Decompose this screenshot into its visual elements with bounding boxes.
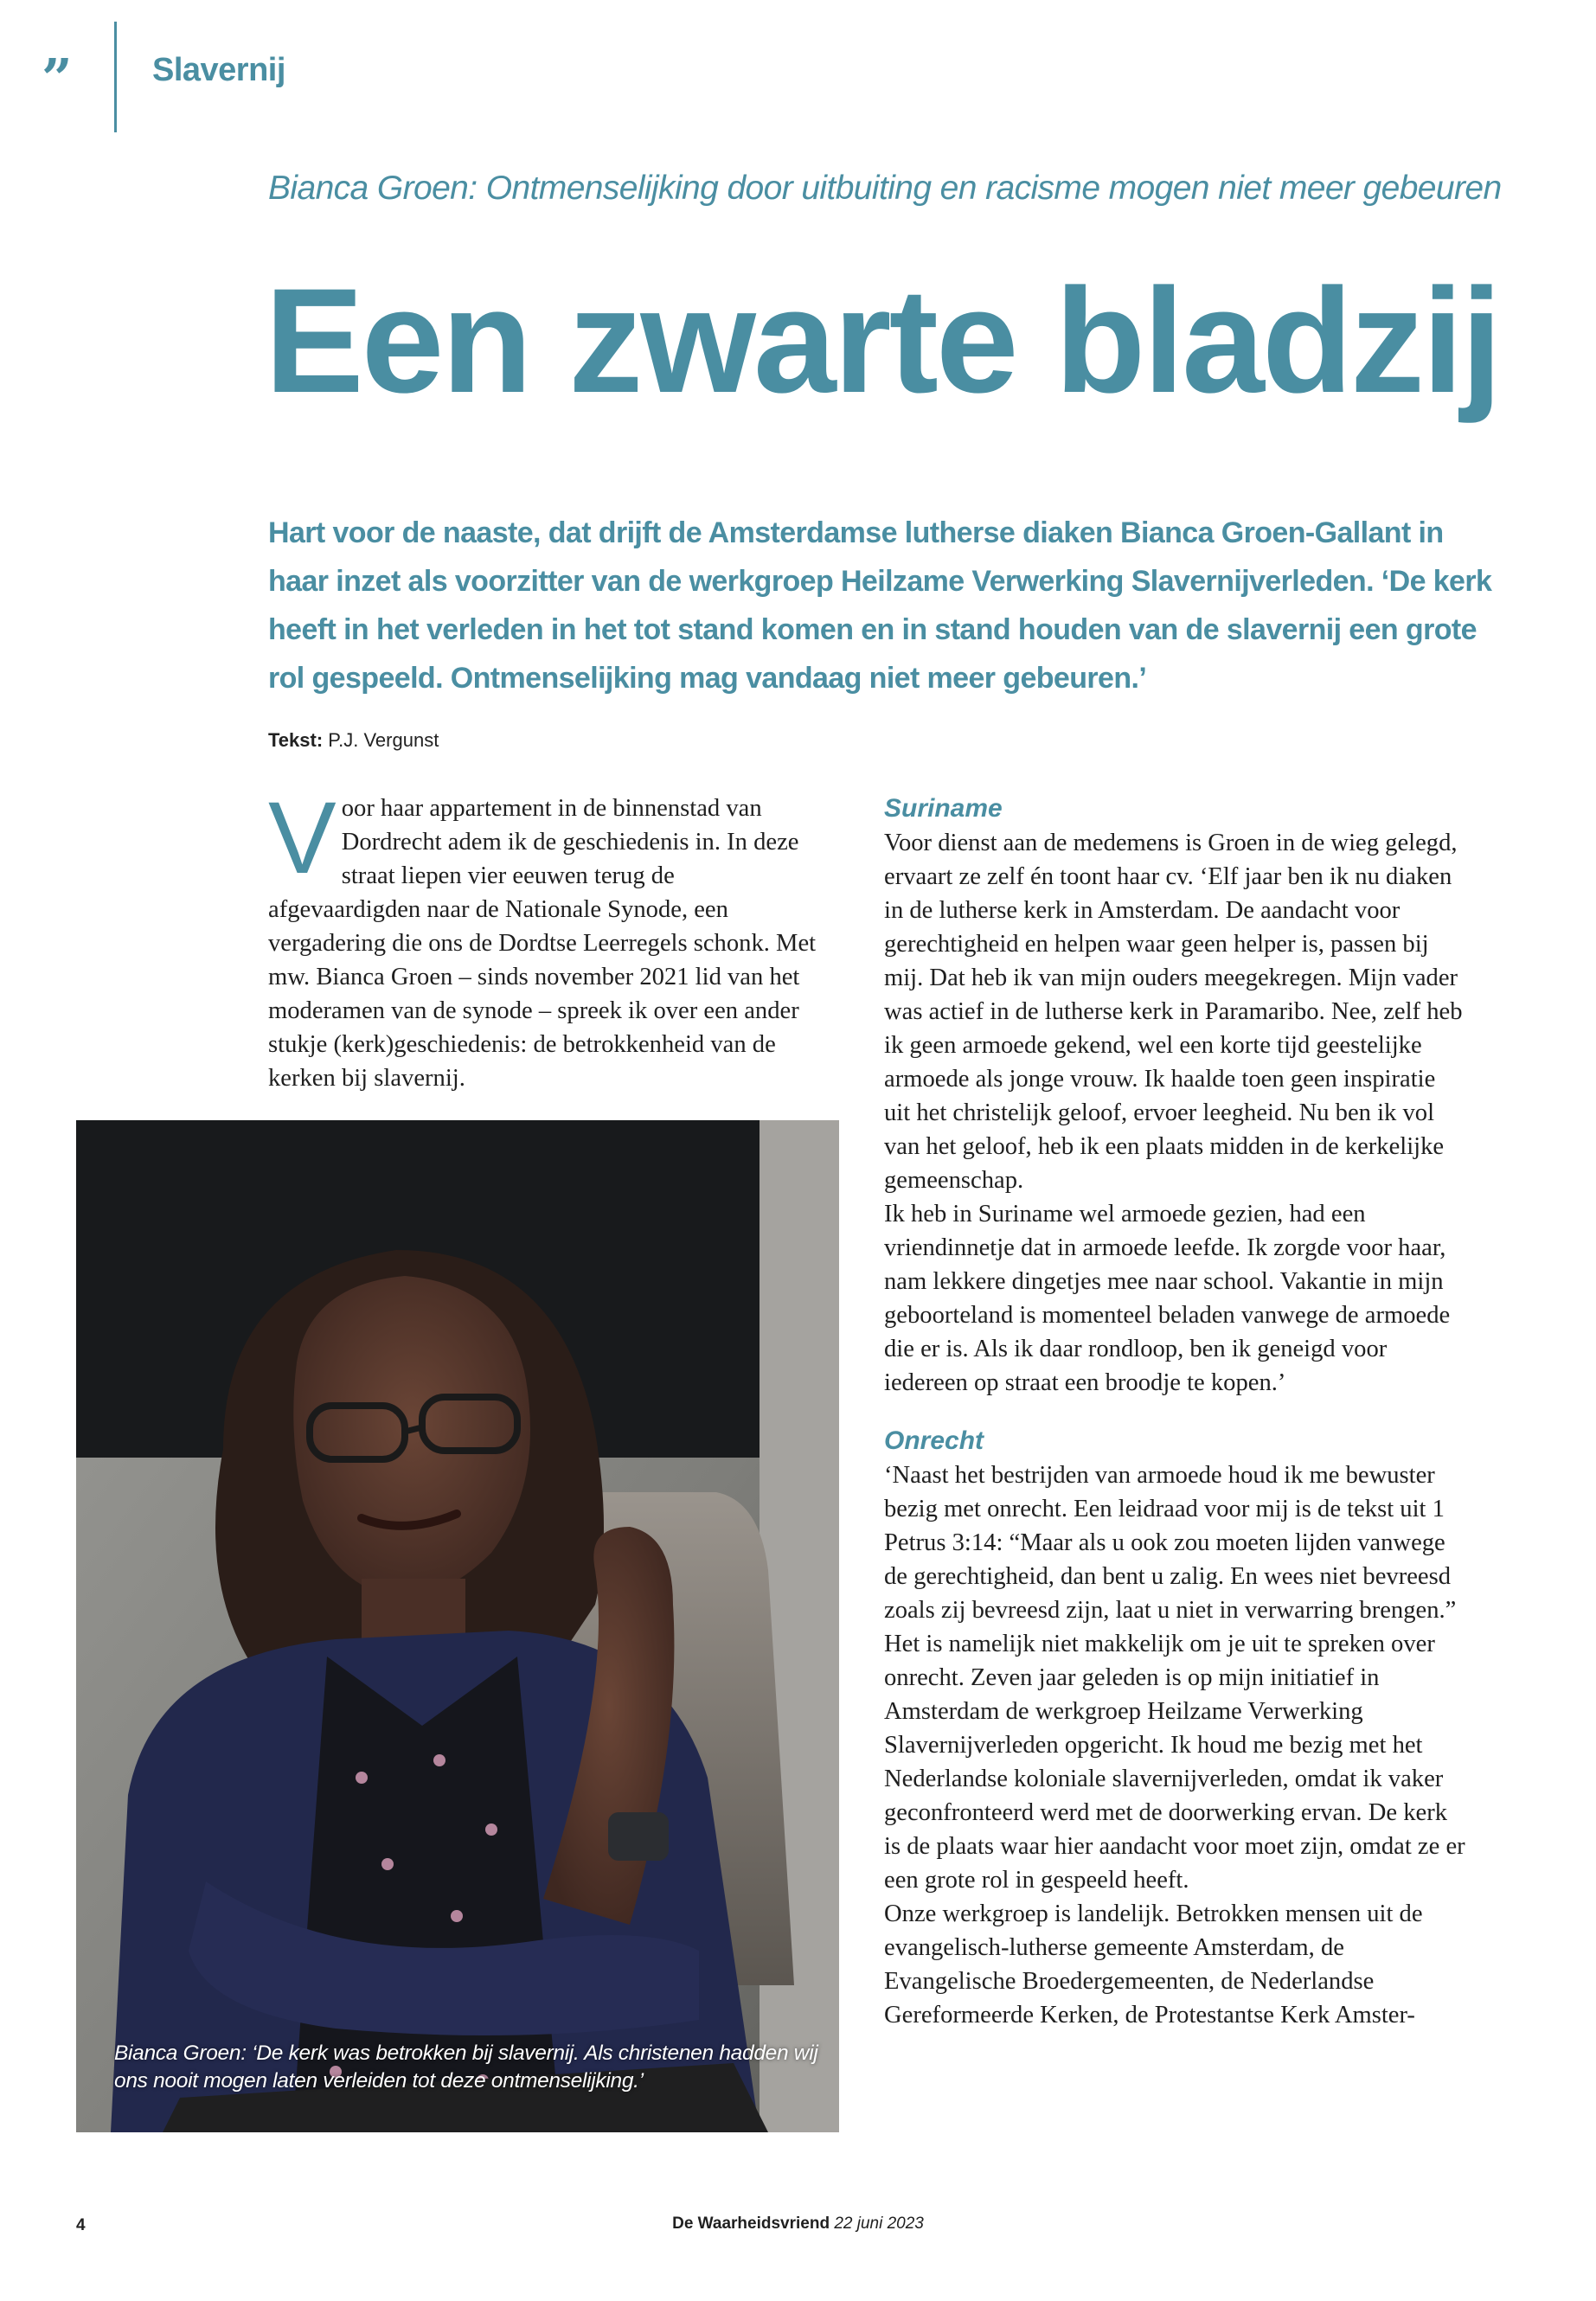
byline (268, 729, 439, 752)
portrait-photo (76, 1120, 839, 2132)
article-intro: Hart voor de naaste, dat drijft de Amsterdamse lutherse diaken Bianca Groen-Gallant in haar inzet als voorzitter van de werkgroep Heilzame Verwerking Slavernijverleden. ‘De kerk heeft in het verleden in het tot stand komen en in stand houden van de slavernij een grote rol gespeeld. Ontmenselijking mag vandaag niet meer gebeuren.’ (268, 516, 1492, 695)
publication-name: De Waarheidsvriend (672, 2214, 830, 2233)
paragraph-suriname-1: Voor dienst aan de medemens is Groen in de wieg gelegd, ervaart ze zelf én toont haar cv. ‘Elf jaar ben ik nu diaken in de lutherse kerk in Amsterdam. De aandacht voor gerechtigheid en helpen waar geen helper is, passen bij mij. Dat heb ik van mijn ouders meegekregen. Mijn vader was actief in de lutherse kerk in Paramaribo. Nee, zelf heb ik geen armoede gekend, wel een korte tijd geestelijke armoede als jonge vrouw. Ik haalde toen geen inspiratie uit het christelijk geloof, ervoer leegheid. Nu ben ik vol van het geloof, heb ik een plaats midden in de kerkelijke gemeenschap. (884, 830, 1463, 1194)
article-headline: Een zwarte bladzij (265, 258, 1500, 424)
subhead-onrecht: Onrecht (884, 1426, 984, 1455)
subhead-suriname: Suriname (884, 794, 1003, 823)
opening-text: oor haar appartement in de binnenstad van Dordrecht adem ik de geschiedenis in. In deze straat liepen vier eeuwen terug de afgevaardigden naar de Nationale Synode, een vergadering die ons de Dordtse Leerregels schonk. Met mw. Bianca Groen – sinds november 2021 lid van het moderamen van de synode – spreek ik over een ander stukje (kerk)geschiedenis: de betrokkenheid van de kerken bij slavernij. (268, 795, 817, 1092)
drop-cap: V (268, 781, 337, 895)
opening-paragraph (268, 781, 822, 1095)
byline-author: P.J. Vergunst (328, 729, 439, 751)
paragraph-suriname-2: Ik heb in Suriname wel armoede gezien, had een vriendinnetje dat in armoede leefde. Ik zorgde voor haar, nam lekkere dingetjes mee naar school. Vakantie in mijn geboorteland is momenteel beladen vanwege de armoede die er is. Als ik daar rondloop, ben ik geneigd voor iedereen op straat een broodje te kopen.’ (884, 1201, 1451, 1396)
article-kicker: Bianca Groen: Ontmenselijking door uitbuiting en racisme mogen niet meer gebeuren (268, 170, 1502, 207)
right-column (884, 792, 1465, 2032)
section-label: Slavernij (152, 52, 285, 88)
photo-caption: Bianca Groen: ‘De kerk was betrokken bij slavernij. Als christenen hadden wij ons nooit mogen laten verleiden tot deze ontmenselijking.’ (114, 2041, 818, 2093)
paragraph-onrecht-2: Onze werkgroep is landelijk. Betrokken mensen uit de evangelisch-lutherse gemeente Amsterdam, de Evangelische Broedergemeenten, de Nederlandse Gereformeerde Kerken, de Protestantse Kerk Amster- (884, 1900, 1423, 2029)
left-column (268, 781, 822, 1095)
footer-publication (0, 2214, 1596, 2234)
portrait-illustration (76, 1120, 839, 2132)
header-divider (114, 22, 117, 132)
publication-date: 22 juni 2023 (834, 2214, 924, 2233)
paragraph-onrecht-1: ‘Naast het bestrijden van armoede houd ik me bewuster bezig met onrecht. Een leidraad voor mij is de tekst uit 1 Petrus 3:14: “Maar als u ook zou moeten lijden vanwege de gerechtigheid, dan bent u zalig. En wees niet bevreesd zoals zij bevreesd zijn, laat u niet in verwarring brengen.” Het is namelijk niet makkelijk om je uit te spreken over onrecht. Zeven jaar geleden is op mijn initiatief in Amsterdam de werkgroep Heilzame Verwerking Slavernijverleden opgericht. Ik houd me bezig met het Nederlandse koloniale slavernijverleden, omdat ik vaker geconfronteerd werd met de doorwerking ervan. De kerk is de plaats waar hier aandacht voor moet zijn, omdat ze er een grote rol in gespeeld heeft. (884, 1462, 1465, 1894)
quote-mark-icon: ” (42, 47, 73, 110)
byline-label: Tekst: (268, 729, 324, 751)
page-number: 4 (76, 2216, 86, 2234)
